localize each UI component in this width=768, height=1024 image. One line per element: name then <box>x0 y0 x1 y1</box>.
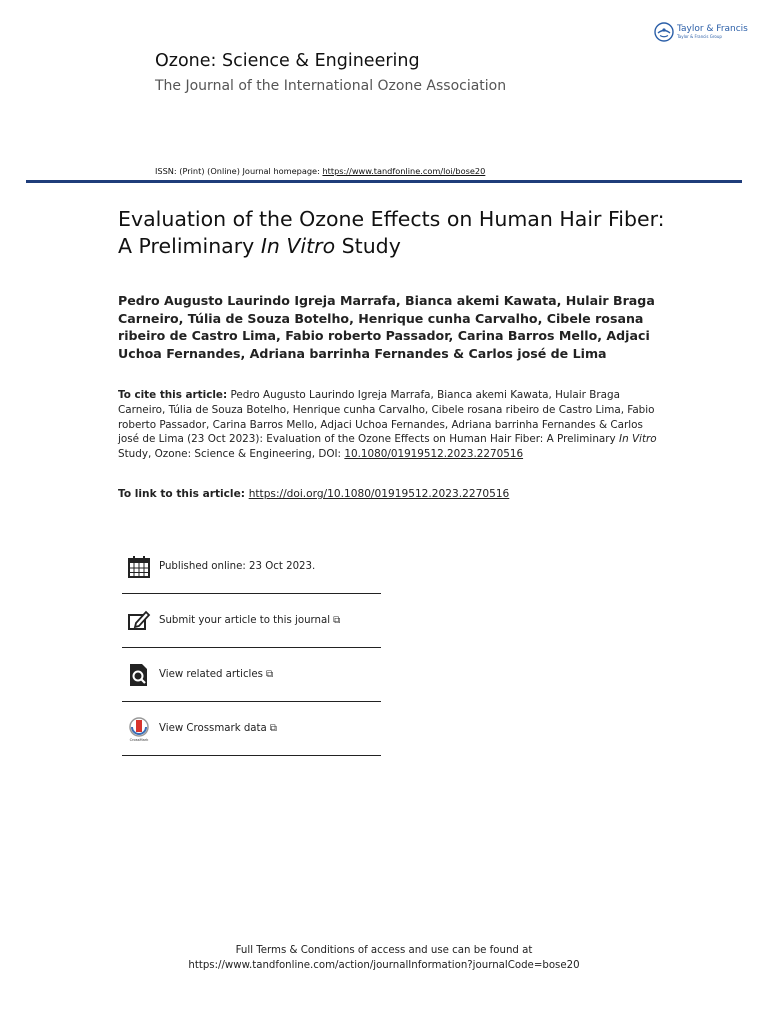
crossmark-row[interactable] <box>122 702 381 756</box>
related-search-icon <box>126 662 152 688</box>
article-title-italic: In Vitro <box>260 234 336 258</box>
publisher-name: Taylor & Francis <box>677 24 748 34</box>
citation-text-italic: In Vitro <box>619 433 657 446</box>
journal-title: Ozone: Science & Engineering <box>155 51 420 71</box>
submit-article-link[interactable] <box>159 615 340 626</box>
published-online-label: Published online: 23 Oct 2023. <box>159 561 316 572</box>
citation-label: To cite this article: <box>118 389 228 401</box>
edit-icon <box>126 608 152 634</box>
published-online-row <box>122 540 381 594</box>
calendar-icon <box>126 554 152 580</box>
crossmark-label: View Crossmark data <box>159 723 267 734</box>
issn-text: ISSN: (Print) (Online) Journal homepage: <box>155 166 323 176</box>
article-title-part2: Study <box>335 234 401 258</box>
article-link-label: To link to this article: <box>118 488 249 500</box>
external-link-icon: ⧉ <box>265 669 274 680</box>
external-link-icon: ⧉ <box>333 615 341 626</box>
crossmark-icon-text: CrossMark <box>129 737 149 742</box>
publisher-logo <box>654 22 748 42</box>
crossmark-link[interactable] <box>159 723 277 734</box>
terms-footer <box>0 943 768 973</box>
article-authors: Pedro Augusto Laurindo Igreja Marrafa, Bianca akemi Kawata, Hulair Braga Carneiro, Túlia de Souza Botelho, Henrique cunha Carvalho, Cibele rosana ribeiro de Castro Lima, Fabio roberto Passador, Carina Barros Mello, Adjaci Uchoa Fernandes, Adriana barrinha Fernandes & Carlos josé de Lima <box>118 293 655 361</box>
crossmark-icon <box>126 716 152 742</box>
citation-doi-link[interactable]: 10.1080/01919512.2023.2270516 <box>344 448 524 461</box>
related-articles-link[interactable] <box>159 669 273 680</box>
terms-footer-line1: Full Terms & Conditions of access and use can be found at <box>235 945 533 956</box>
publisher-group: Taylor & Francis Group <box>677 34 722 39</box>
article-info-list <box>122 540 381 756</box>
external-link-icon: ⧉ <box>269 723 277 734</box>
citation-text-part2: Study, Ozone: Science & Engineering, DOI: <box>118 448 345 461</box>
submit-article-row[interactable] <box>122 594 381 648</box>
submit-article-label: Submit your article to this journal <box>159 615 331 626</box>
article-title-part1: Evaluation of the Ozone Effects on Human Hair Fiber: A Preliminary <box>118 207 665 258</box>
article-doi-url[interactable]: https://doi.org/10.1080/01919512.2023.2270516 <box>248 488 510 500</box>
header-divider <box>26 180 742 183</box>
article-link-block <box>118 487 678 502</box>
taylor-francis-logo-icon <box>654 22 674 42</box>
citation-text-part1: Pedro Augusto Laurindo Igreja Marrafa, Bianca akemi Kawata, Hulair Braga Carneiro, Túlia de Souza Botelho, Henrique cunha Carvalho, Cibele rosana ribeiro de Castro Lima, Fabio roberto Passador, Carina Barros Mello, Adjaci Uchoa Fernandes, Adriana barrinha Fernandes & Carlos josé de Lima (23 Oct 2023): Evaluation of the Ozone Effects on Human Hair Fiber: A Preliminary <box>118 389 655 446</box>
journal-subtitle: The Journal of the International Ozone Association <box>155 78 507 94</box>
citation-block <box>118 388 658 462</box>
related-articles-row[interactable] <box>122 648 381 702</box>
journal-homepage-link[interactable]: https://www.tandfonline.com/loi/bose20 <box>322 166 486 176</box>
terms-footer-url[interactable]: https://www.tandfonline.com/action/journalInformation?journalCode=bose20 <box>188 960 580 971</box>
related-articles-label: View related articles <box>159 669 263 680</box>
article-title <box>118 206 678 260</box>
issn-line <box>155 166 485 176</box>
